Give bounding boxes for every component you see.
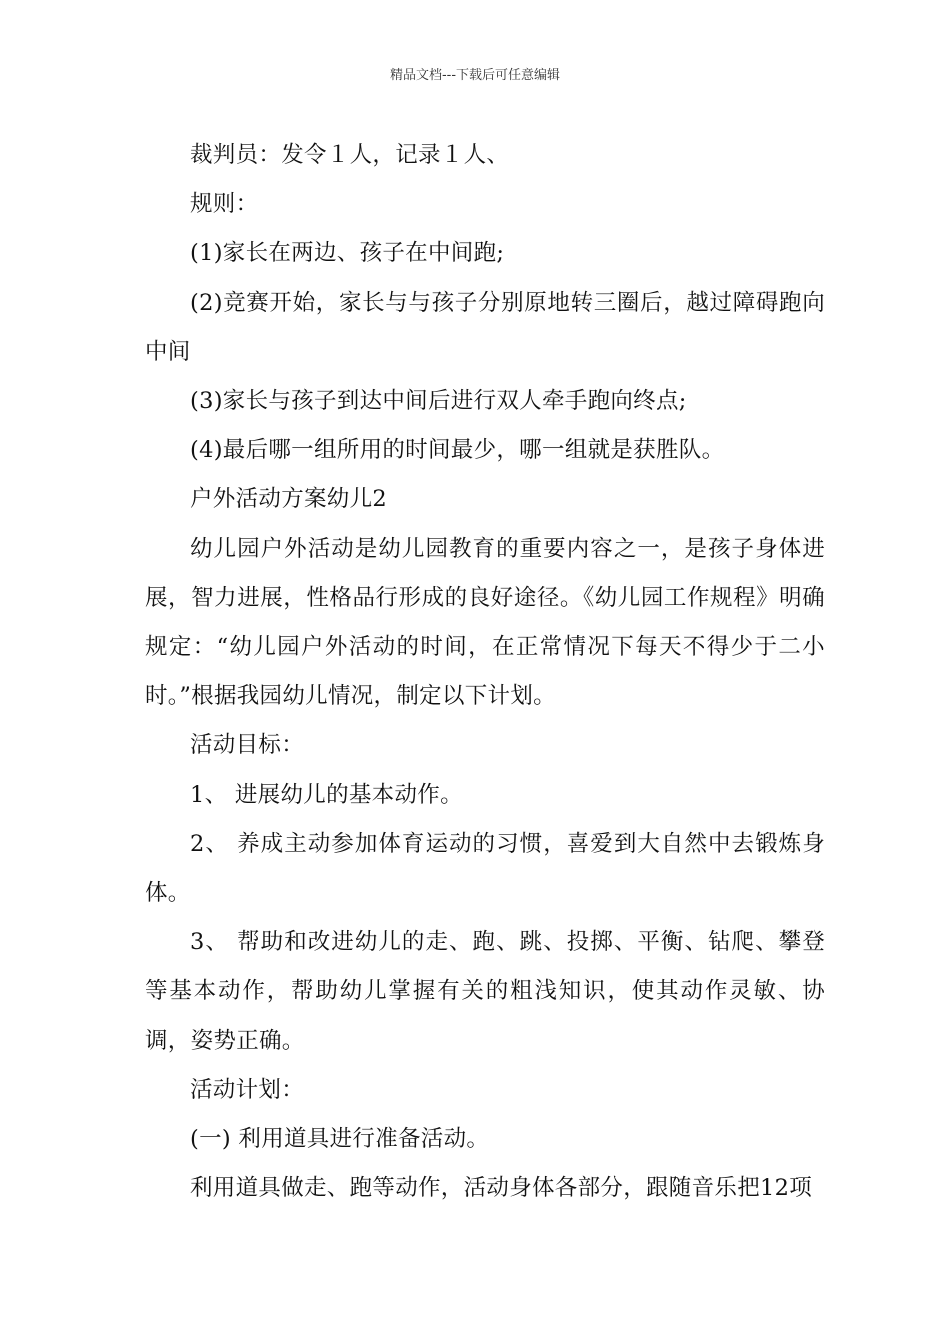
paragraph-goals-heading: 活动目标： xyxy=(190,732,305,759)
paragraph-intro: 幼儿园户外活动是幼儿园教育的重要内容之一，是孩子身体进展，智力进展，性格品行形成的良好途径。《幼儿园工作规程》明确规定：“幼儿园户外活动的时间，在正常情况下每天不得少于二小时。”根据我园幼儿情况，制定以下计划。 xyxy=(145,535,825,710)
paragraph-rule-2: (2)竞赛开始，家长与与孩子分别原地转三圈后，越过障碍跑向中间 xyxy=(145,289,825,365)
paragraph-rule-1: (1)家长在两边、孩子在中间跑; xyxy=(190,240,505,267)
paragraph-rule-4: (4)最后哪一组所用的时间最少，哪一组就是获胜队。 xyxy=(190,437,725,464)
page-header: 精品文档---下载后可任意编辑 xyxy=(389,68,561,83)
paragraph-goal-1: 1、 进展幼儿的基本动作。 xyxy=(190,781,463,808)
paragraph-rule-3: (3)家长与孩子到达中间后进行双人牵手跑向终点; xyxy=(190,388,687,415)
document-body xyxy=(145,131,825,1213)
paragraph-referees: 裁判员：发令１人，记录１人、 xyxy=(190,142,510,168)
section-title: 户外活动方案幼儿2 xyxy=(190,486,388,513)
paragraph-plan-1-detail: 利用道具做走、跑等动作，活动身体各部分，跟随音乐把12项 xyxy=(190,1175,813,1202)
paragraph-rules-heading: 规则： xyxy=(190,191,259,218)
paragraph-goal-3: 3、 帮助和改进幼儿的走、跑、跳、投掷、平衡、钻爬、攀登等基本动作，帮助幼儿掌握有关的粗浅知识，使其动作灵敏、协调，姿势正确。 xyxy=(145,929,825,1054)
paragraph-plan-heading: 活动计划： xyxy=(190,1076,305,1103)
paragraph-plan-1: (一) 利用道具进行准备活动。 xyxy=(190,1126,490,1153)
paragraph-goal-2: 2、 养成主动参加体育运动的习惯，喜爱到大自然中去锻炼身体。 xyxy=(145,830,825,907)
